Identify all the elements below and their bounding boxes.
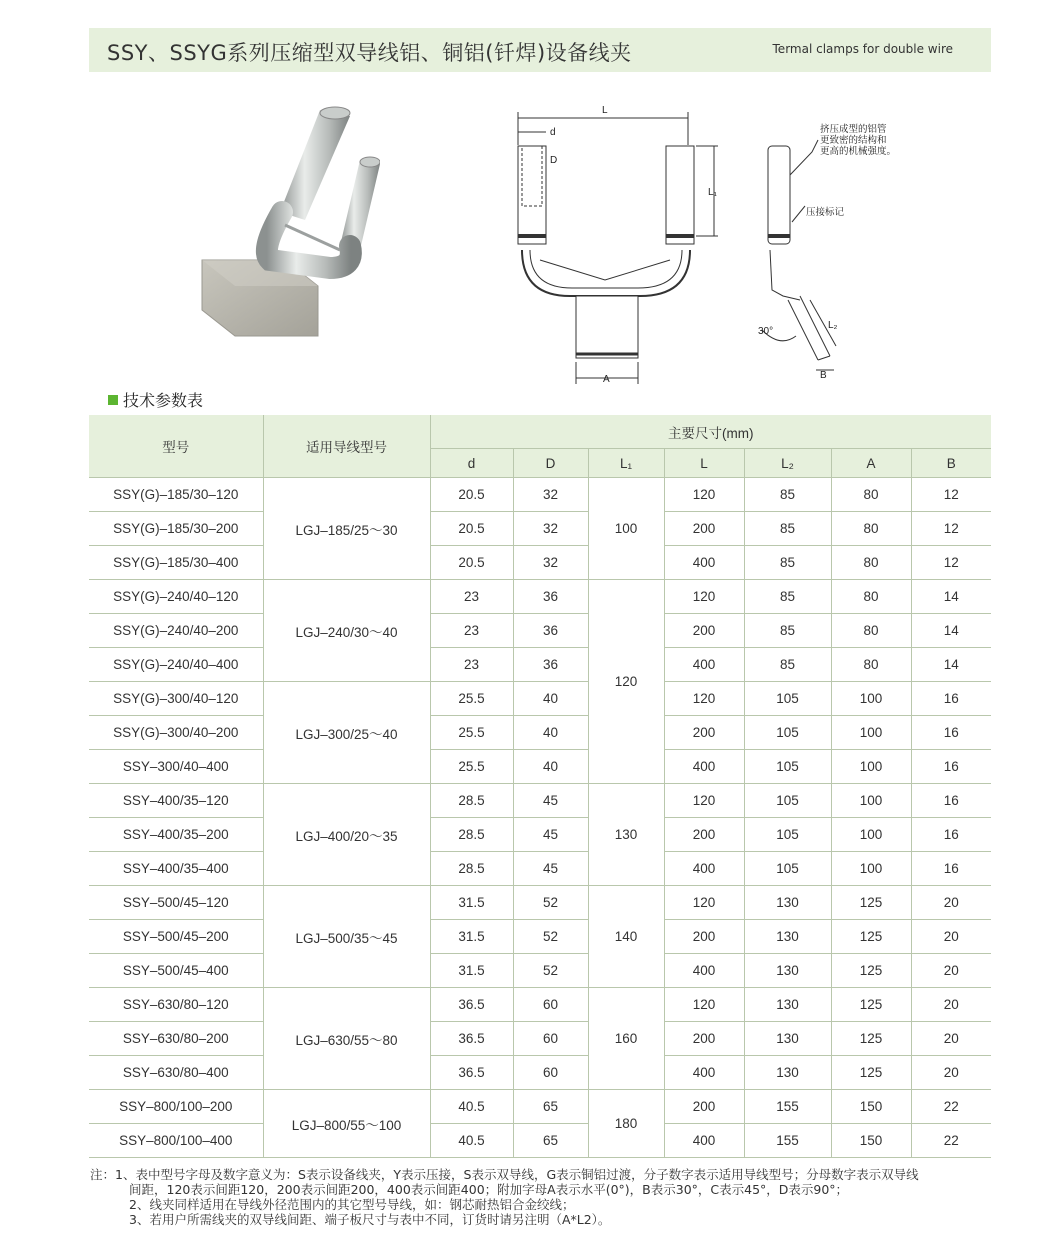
cell-model: SSY(G)–185/30–400 xyxy=(89,546,263,580)
cell-A: 125 xyxy=(831,886,911,920)
cell-d: 28.5 xyxy=(430,818,513,852)
cell-A: 80 xyxy=(831,648,911,682)
cell-L2: 85 xyxy=(744,580,831,614)
cell-L: 400 xyxy=(664,1124,744,1158)
cell-d: 20.5 xyxy=(430,478,513,512)
dim-label-angle: 30° xyxy=(758,326,774,337)
cell-L2: 105 xyxy=(744,716,831,750)
header-col-A: A xyxy=(831,449,911,478)
annotation-crimp-mark: 压接标记 xyxy=(806,207,845,218)
cell-L: 200 xyxy=(664,614,744,648)
cell-B: 16 xyxy=(911,852,991,886)
header-col-L2: L₂ xyxy=(744,449,831,478)
section-title xyxy=(108,388,203,411)
cell-D: 60 xyxy=(513,1022,588,1056)
cell-L2: 130 xyxy=(744,886,831,920)
cell-B: 20 xyxy=(911,1022,991,1056)
cell-A: 125 xyxy=(831,954,911,988)
cell-L: 400 xyxy=(664,750,744,784)
cell-D: 60 xyxy=(513,988,588,1022)
cell-wire: LGJ–400/20～35 xyxy=(263,784,430,886)
dim-label-D: D xyxy=(550,155,558,166)
product-photo xyxy=(190,100,380,350)
cell-L: 120 xyxy=(664,784,744,818)
note-line-1: 注：1、表中型号字母及数字意义为：S表示设备线夹，Y表示压接，S表示双导线，G表示铜铝过渡，分子数字表示适用导线型号；分母数字表示双导线 xyxy=(90,1167,919,1182)
cell-A: 80 xyxy=(831,580,911,614)
table-row xyxy=(89,954,991,988)
cell-L2: 105 xyxy=(744,852,831,886)
cell-D: 52 xyxy=(513,886,588,920)
cell-model: SSY(G)–185/30–200 xyxy=(89,512,263,546)
table-row xyxy=(89,818,991,852)
cell-A: 80 xyxy=(831,512,911,546)
table-row xyxy=(89,478,991,512)
cell-d: 28.5 xyxy=(430,784,513,818)
table-row xyxy=(89,648,991,682)
cell-B: 16 xyxy=(911,682,991,716)
cell-L2: 85 xyxy=(744,546,831,580)
cell-D: 36 xyxy=(513,648,588,682)
spec-table-body xyxy=(89,478,991,1158)
cell-model: SSY–630/80–400 xyxy=(89,1056,263,1090)
cell-model: SSY–300/40–400 xyxy=(89,750,263,784)
cell-B: 16 xyxy=(911,750,991,784)
annotation-tube-line-1: 挤压成型的铝管 xyxy=(820,124,887,135)
cell-D: 65 xyxy=(513,1124,588,1158)
cell-L2: 130 xyxy=(744,1022,831,1056)
table-row xyxy=(89,1056,991,1090)
cell-model: SSY–630/80–120 xyxy=(89,988,263,1022)
cell-L: 120 xyxy=(664,580,744,614)
cell-model: SSY(G)–240/40–400 xyxy=(89,648,263,682)
cell-d: 23 xyxy=(430,614,513,648)
cell-D: 45 xyxy=(513,818,588,852)
cell-model: SSY–400/35–200 xyxy=(89,818,263,852)
cell-d: 36.5 xyxy=(430,1022,513,1056)
header-col-B: B xyxy=(911,449,991,478)
cell-D: 40 xyxy=(513,682,588,716)
table-row xyxy=(89,1090,991,1124)
cell-L: 120 xyxy=(664,988,744,1022)
cell-d: 40.5 xyxy=(430,1124,513,1158)
cell-A: 80 xyxy=(831,614,911,648)
cell-L: 400 xyxy=(664,1056,744,1090)
cell-B: 14 xyxy=(911,648,991,682)
dim-label-d: d xyxy=(550,127,556,138)
cell-D: 52 xyxy=(513,920,588,954)
cell-A: 100 xyxy=(831,818,911,852)
section-square-icon xyxy=(108,395,118,405)
cell-d: 36.5 xyxy=(430,988,513,1022)
cell-L2: 130 xyxy=(744,988,831,1022)
cell-d: 25.5 xyxy=(430,716,513,750)
cell-D: 65 xyxy=(513,1090,588,1124)
note-line-2: 间距，120表示间距120，200表示间距200，400表示间距400；附加字母A表示水平(0°)，B表示30°，C表示45°，D表示90°； xyxy=(129,1182,849,1197)
cell-L: 200 xyxy=(664,920,744,954)
annotation-tube-line-3: 更高的机械强度。 xyxy=(820,146,897,157)
cell-B: 20 xyxy=(911,954,991,988)
table-row xyxy=(89,1022,991,1056)
cell-B: 12 xyxy=(911,512,991,546)
table-row xyxy=(89,1124,991,1158)
header-col-D: D xyxy=(513,449,588,478)
header-bar xyxy=(89,28,991,72)
cell-L2: 85 xyxy=(744,614,831,648)
technical-drawing xyxy=(500,100,920,390)
cell-L2: 130 xyxy=(744,1056,831,1090)
cell-model: SSY–500/45–200 xyxy=(89,920,263,954)
cell-L: 400 xyxy=(664,648,744,682)
dim-label-A: A xyxy=(603,374,610,385)
cell-A: 100 xyxy=(831,750,911,784)
cell-L2: 130 xyxy=(744,920,831,954)
cell-B: 12 xyxy=(911,478,991,512)
header-wire: 适用导线型号 xyxy=(263,415,430,478)
header-col-L1: L₁ xyxy=(588,449,664,478)
dim-label-B: B xyxy=(820,370,827,381)
cell-model: SSY–400/35–400 xyxy=(89,852,263,886)
cell-A: 150 xyxy=(831,1124,911,1158)
cell-L1: 100 xyxy=(588,478,664,580)
table-row xyxy=(89,614,991,648)
cell-D: 45 xyxy=(513,852,588,886)
cell-L: 120 xyxy=(664,682,744,716)
cell-model: SSY–800/100–200 xyxy=(89,1090,263,1124)
cell-D: 40 xyxy=(513,716,588,750)
cell-D: 52 xyxy=(513,954,588,988)
cell-model: SSY–400/35–120 xyxy=(89,784,263,818)
page-title: SSY、SSYG系列压缩型双导线铝、铜铝(钎焊)设备线夹 xyxy=(107,41,632,65)
cell-L2: 85 xyxy=(744,512,831,546)
cell-B: 22 xyxy=(911,1090,991,1124)
cell-d: 36.5 xyxy=(430,1056,513,1090)
cell-D: 36 xyxy=(513,580,588,614)
cell-model: SSY(G)–300/40–120 xyxy=(89,682,263,716)
cell-L2: 105 xyxy=(744,818,831,852)
cell-d: 31.5 xyxy=(430,886,513,920)
cell-B: 20 xyxy=(911,886,991,920)
cell-model: SSY(G)–185/30–120 xyxy=(89,478,263,512)
cell-L1: 130 xyxy=(588,784,664,886)
cell-L: 400 xyxy=(664,954,744,988)
dim-label-L: L xyxy=(602,105,608,116)
header-model: 型号 xyxy=(89,415,263,478)
cell-D: 32 xyxy=(513,478,588,512)
table-row xyxy=(89,716,991,750)
table-row xyxy=(89,920,991,954)
cell-model: SSY(G)–240/40–200 xyxy=(89,614,263,648)
cell-L1: 120 xyxy=(588,580,664,784)
cell-B: 20 xyxy=(911,988,991,1022)
cell-A: 100 xyxy=(831,784,911,818)
table-row xyxy=(89,886,991,920)
cell-model: SSY(G)–300/40–200 xyxy=(89,716,263,750)
cell-wire: LGJ–240/30～40 xyxy=(263,580,430,682)
cell-d: 20.5 xyxy=(430,546,513,580)
cell-model: SSY(G)–240/40–120 xyxy=(89,580,263,614)
cell-wire: LGJ–800/55～100 xyxy=(263,1090,430,1158)
cell-model: SSY–800/100–400 xyxy=(89,1124,263,1158)
table-row xyxy=(89,580,991,614)
cell-B: 22 xyxy=(911,1124,991,1158)
cell-d: 25.5 xyxy=(430,682,513,716)
cell-L: 200 xyxy=(664,716,744,750)
table-row xyxy=(89,682,991,716)
table-row xyxy=(89,988,991,1022)
cell-B: 14 xyxy=(911,580,991,614)
section-title-text: 技术参数表 xyxy=(123,391,204,410)
cell-L: 200 xyxy=(664,512,744,546)
note-line-3: 2、线夹同样适用在导线外径范围内的其它型号导线，如：钢芯耐热铝合金绞线； xyxy=(129,1197,575,1212)
table-row xyxy=(89,512,991,546)
cell-L1: 160 xyxy=(588,988,664,1090)
header-col-L: L xyxy=(664,449,744,478)
cell-L: 200 xyxy=(664,1022,744,1056)
cell-L: 400 xyxy=(664,852,744,886)
cell-B: 16 xyxy=(911,784,991,818)
cell-d: 25.5 xyxy=(430,750,513,784)
table-row xyxy=(89,852,991,886)
dim-label-L2: L₂ xyxy=(828,320,838,331)
cell-d: 23 xyxy=(430,648,513,682)
cell-model: SSY–500/45–400 xyxy=(89,954,263,988)
cell-A: 125 xyxy=(831,1056,911,1090)
cell-L: 200 xyxy=(664,818,744,852)
cell-A: 125 xyxy=(831,988,911,1022)
cell-L2: 85 xyxy=(744,478,831,512)
cell-wire: LGJ–300/25～40 xyxy=(263,682,430,784)
cell-A: 100 xyxy=(831,852,911,886)
header-col-d: d xyxy=(430,449,513,478)
cell-d: 20.5 xyxy=(430,512,513,546)
page-subtitle-en: Termal clamps for double wire xyxy=(772,42,953,56)
cell-A: 100 xyxy=(831,682,911,716)
dim-label-L1: L₁ xyxy=(708,187,717,198)
notes xyxy=(90,1167,1010,1227)
cell-d: 40.5 xyxy=(430,1090,513,1124)
cell-d: 23 xyxy=(430,580,513,614)
cell-A: 125 xyxy=(831,920,911,954)
cell-B: 16 xyxy=(911,716,991,750)
cell-L2: 85 xyxy=(744,648,831,682)
cell-L2: 155 xyxy=(744,1124,831,1158)
cell-B: 20 xyxy=(911,920,991,954)
header-dims: 主要尺寸(mm) xyxy=(430,415,991,449)
table-row xyxy=(89,784,991,818)
cell-L: 120 xyxy=(664,886,744,920)
cell-model: SSY–500/45–120 xyxy=(89,886,263,920)
cell-A: 125 xyxy=(831,1022,911,1056)
cell-L: 200 xyxy=(664,1090,744,1124)
cell-B: 12 xyxy=(911,546,991,580)
cell-L: 400 xyxy=(664,546,744,580)
cell-D: 32 xyxy=(513,512,588,546)
cell-L1: 140 xyxy=(588,886,664,988)
cell-A: 150 xyxy=(831,1090,911,1124)
cell-B: 14 xyxy=(911,614,991,648)
cell-L: 120 xyxy=(664,478,744,512)
cell-d: 31.5 xyxy=(430,954,513,988)
cell-wire: LGJ–185/25～30 xyxy=(263,478,430,580)
cell-D: 36 xyxy=(513,614,588,648)
cell-wire: LGJ–500/35～45 xyxy=(263,886,430,988)
spec-table xyxy=(89,415,991,1158)
cell-model: SSY–630/80–200 xyxy=(89,1022,263,1056)
cell-L2: 155 xyxy=(744,1090,831,1124)
cell-D: 32 xyxy=(513,546,588,580)
cell-A: 100 xyxy=(831,716,911,750)
note-line-4: 3、若用户所需线夹的双导线间距、端子板尺寸与表中不同，订货时请另注明（A*L2）。 xyxy=(129,1212,611,1227)
cell-D: 40 xyxy=(513,750,588,784)
cell-A: 80 xyxy=(831,546,911,580)
cell-L2: 105 xyxy=(744,682,831,716)
cell-L2: 105 xyxy=(744,750,831,784)
cell-L2: 105 xyxy=(744,784,831,818)
cell-d: 28.5 xyxy=(430,852,513,886)
cell-A: 80 xyxy=(831,478,911,512)
table-row xyxy=(89,546,991,580)
cell-B: 20 xyxy=(911,1056,991,1090)
cell-L2: 130 xyxy=(744,954,831,988)
cell-wire: LGJ–630/55～80 xyxy=(263,988,430,1090)
table-row xyxy=(89,750,991,784)
cell-D: 60 xyxy=(513,1056,588,1090)
cell-B: 16 xyxy=(911,818,991,852)
cell-L1: 180 xyxy=(588,1090,664,1158)
cell-D: 45 xyxy=(513,784,588,818)
cell-d: 31.5 xyxy=(430,920,513,954)
annotation-tube-line-2: 更致密的结构和 xyxy=(820,135,887,146)
